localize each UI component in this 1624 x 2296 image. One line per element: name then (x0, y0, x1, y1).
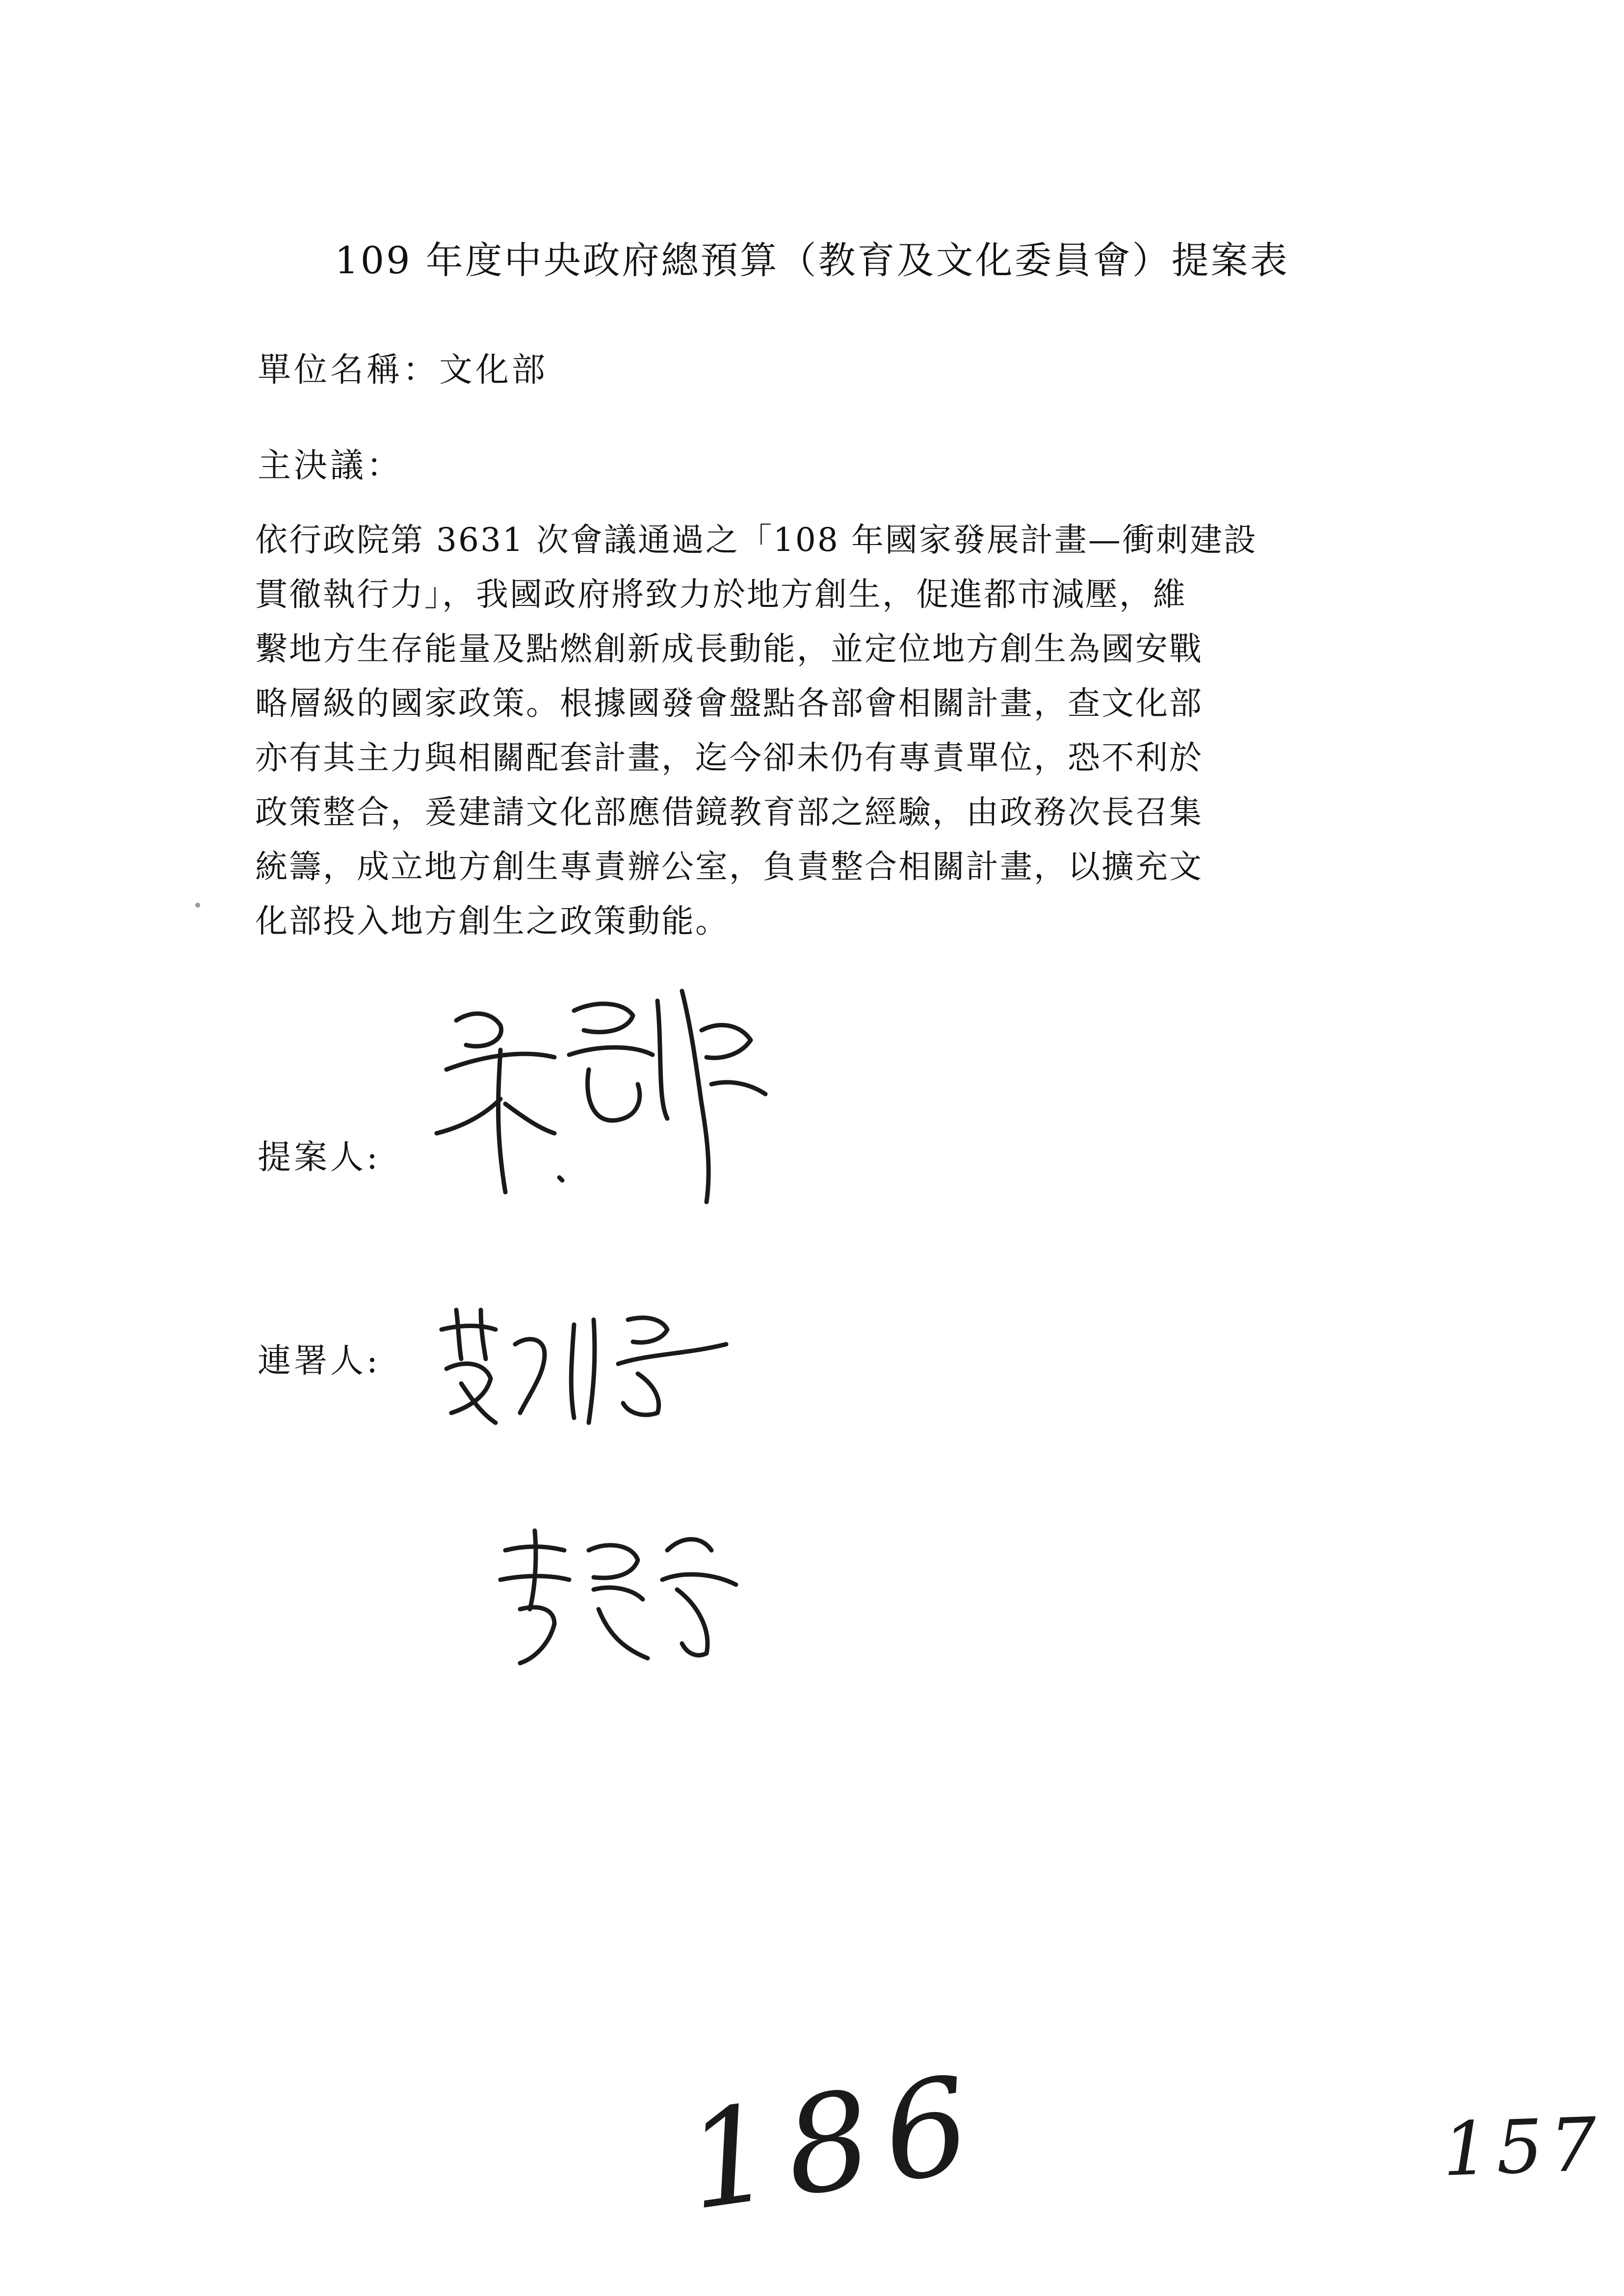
handwritten-page-number: 186 (678, 2045, 994, 2240)
handwritten-page-number-small: 157 (1441, 2102, 1605, 2193)
cosigner-label: 連署人: (258, 1342, 381, 1381)
body-line: 政策整合，爰建請文化部應借鏡教育部之經驗，由政務次長召集 (255, 793, 1203, 831)
body-line: 化部投入地方創生之政策動能。 (255, 902, 729, 940)
resolution-body (255, 513, 1335, 948)
body-line: 亦有其主力與相關配套計畫，迄今卻未仍有專責單位，恐不利於 (255, 739, 1203, 777)
body-line: 繫地方生存能量及點燃創新成長動能，並定位地方創生為國安戰 (255, 630, 1203, 668)
cosigner-signature-1 (432, 1300, 736, 1437)
unit-name: 單位名稱：文化部 (258, 351, 549, 390)
proposer-label: 提案人: (258, 1138, 381, 1177)
scan-speck (195, 903, 200, 908)
proposer-signature (427, 971, 800, 1207)
body-line: 略層級的國家政策。根據國發會盤點各部會相關計畫，查文化部 (255, 684, 1203, 722)
cosigner-signature-2 (491, 1521, 765, 1668)
body-line: 統籌，成立地方創生專責辦公室，負責整合相關計畫，以擴充文 (255, 848, 1203, 886)
page-title: 109 年度中央政府總預算（教育及文化委員會）提案表 (335, 238, 1289, 282)
body-line: 依行政院第 3631 次會議通過之「108 年國家發展計畫—衝刺建設 (255, 521, 1257, 559)
resolution-label: 主決議： (258, 446, 403, 485)
body-line: 貫徹執行力」，我國政府將致力於地方創生，促進都市減壓，維 (255, 575, 1187, 613)
